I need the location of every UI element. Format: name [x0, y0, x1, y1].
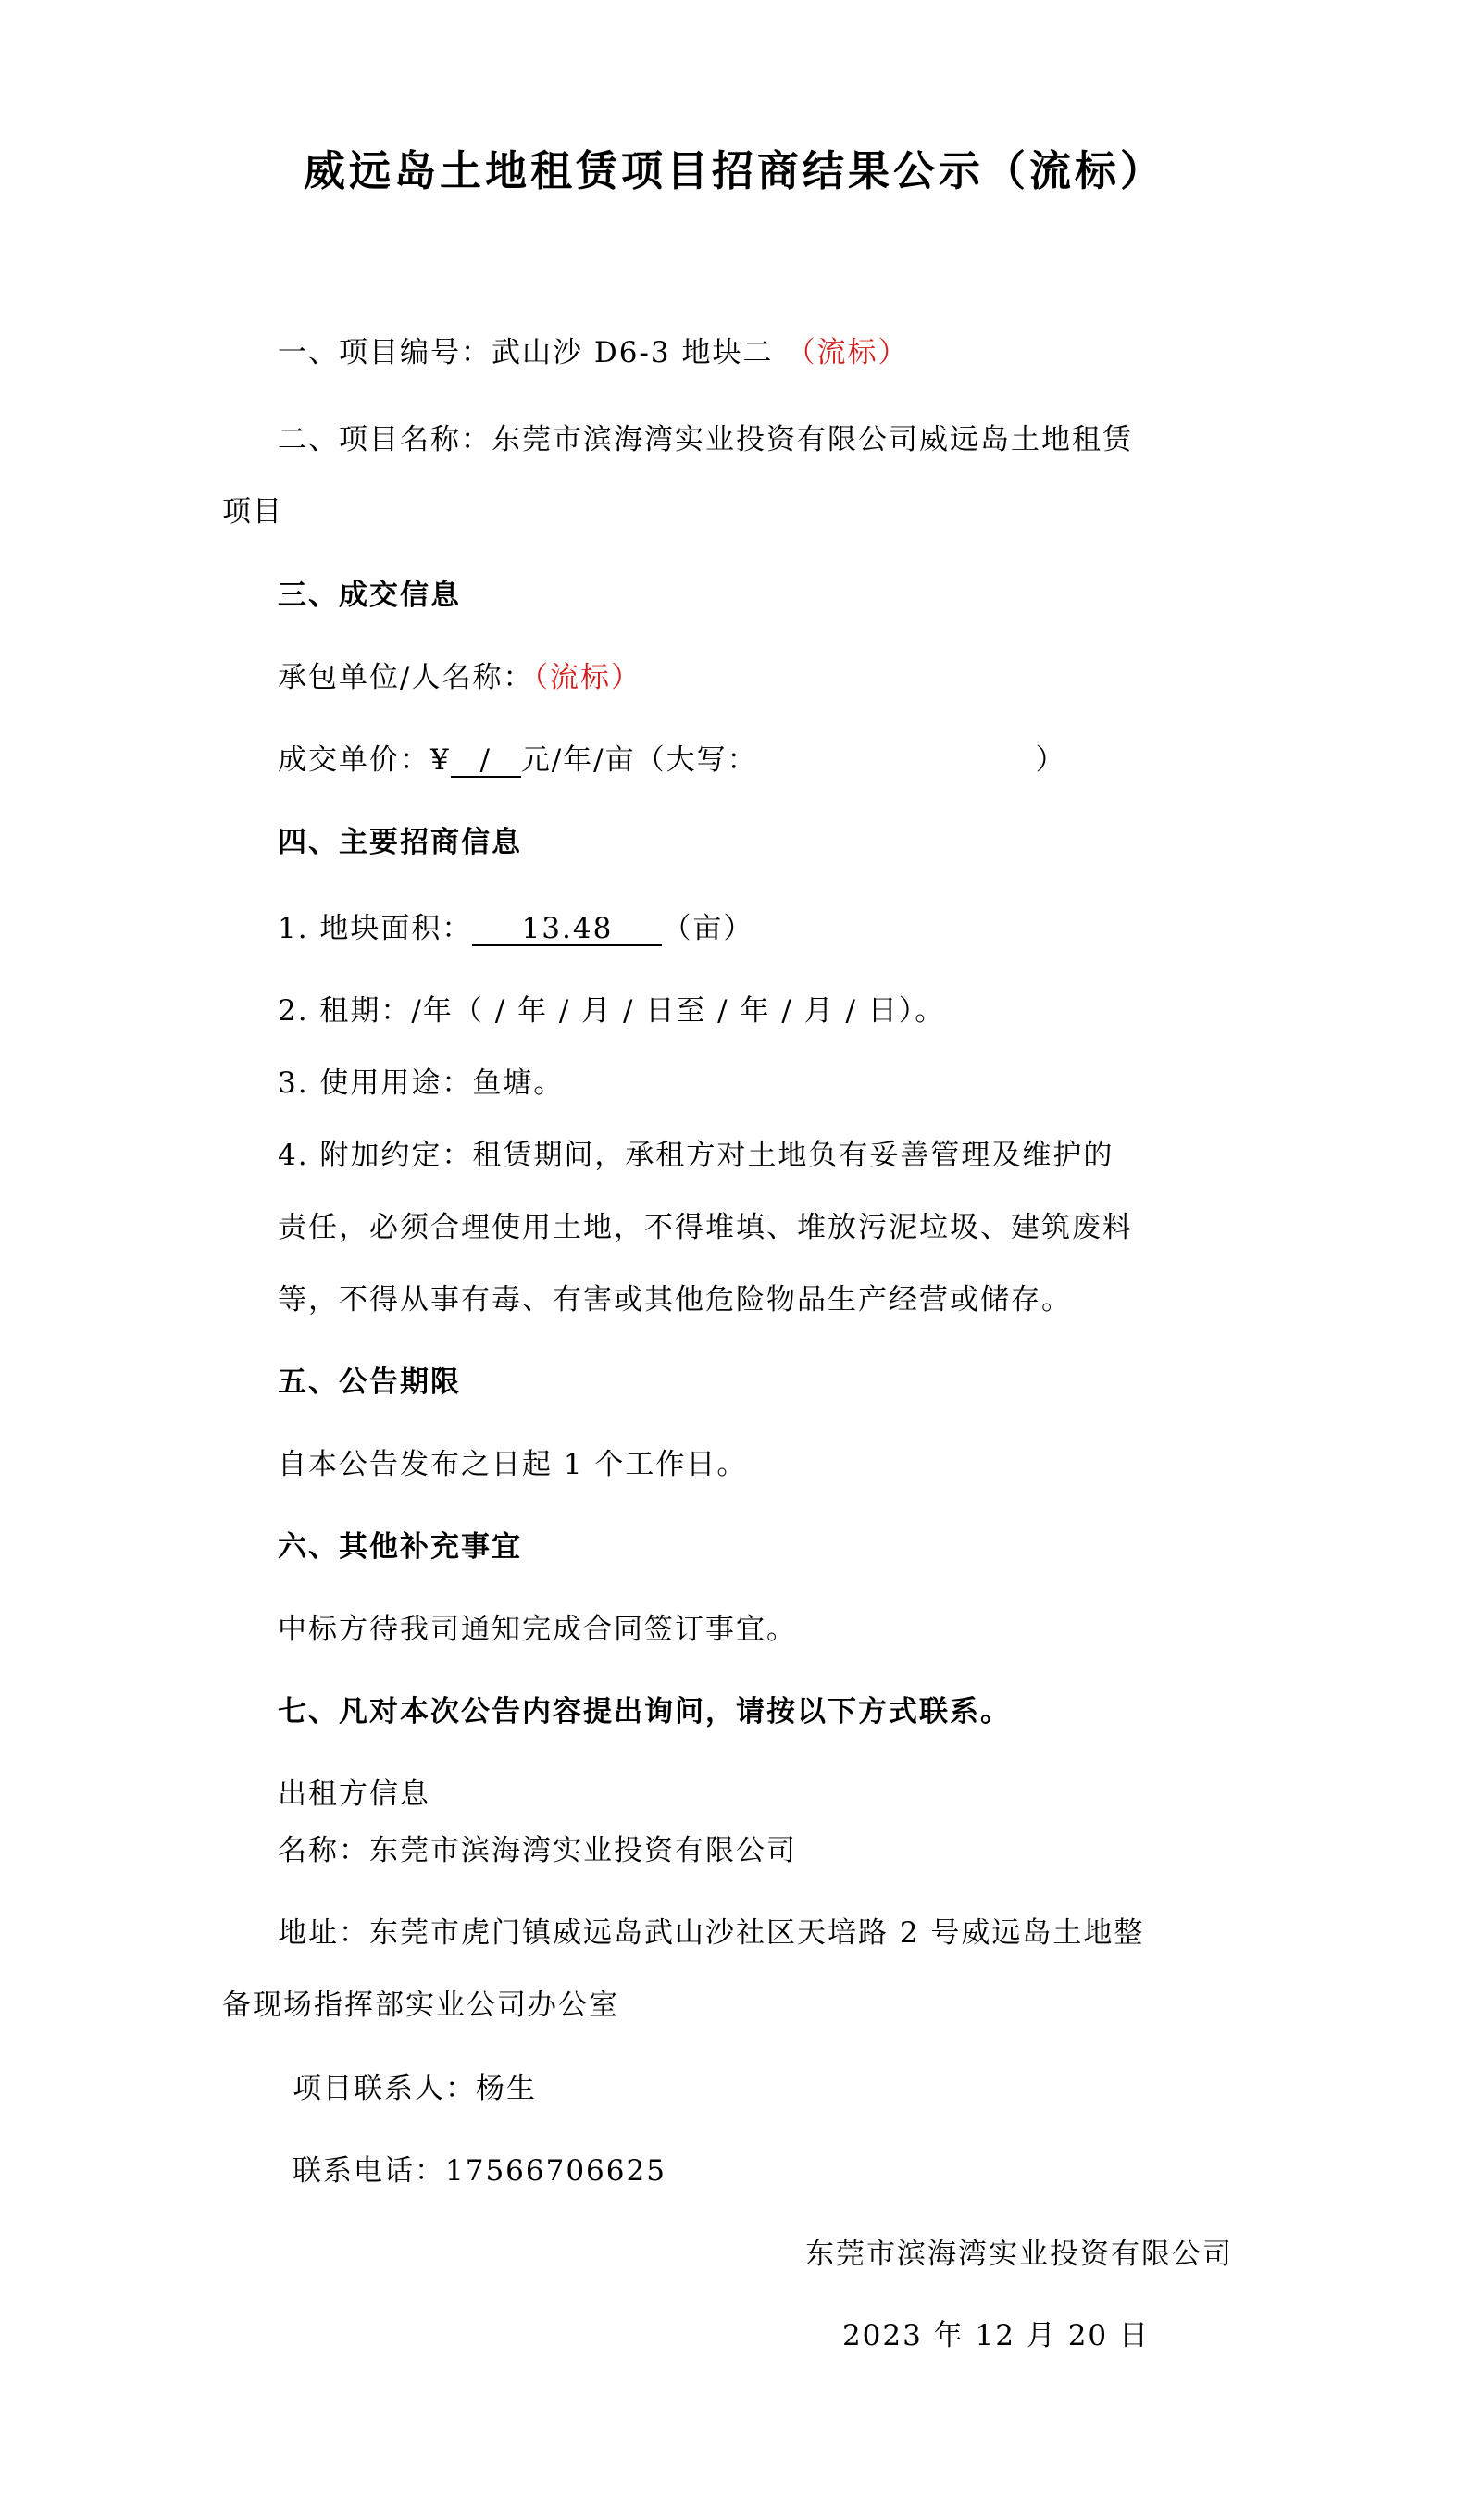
project-name-label: 二、项目名称： [278, 423, 492, 456]
project-number-label: 一、项目编号： [278, 336, 492, 369]
contact-heading: 七、凡对本次公告内容提出询问，请按以下方式联系。 [278, 1695, 1011, 1728]
project-name-value: 东莞市滨海湾实业投资有限公司威远岛土地租赁 [492, 423, 1133, 456]
land-area-label: 1. 地块面积： [278, 912, 473, 945]
land-area-unit: （亩） [662, 912, 754, 945]
contractor-line [278, 659, 641, 696]
deal-price-label: 成交单价：¥ [278, 743, 451, 777]
deal-price-close: ） [1035, 743, 1066, 777]
project-name-continued: 项目 [222, 495, 283, 529]
contact-person: 项目联系人：杨生 [293, 2072, 537, 2105]
project-number-line [278, 334, 908, 371]
contractor-label: 承包单位/人名称： [278, 661, 534, 694]
lease-term-line: 2. 租期：/年（ / 年 / 月 / 日至 / 年 / 月 / 日）。 [278, 994, 946, 1028]
contact-phone: 联系电话：17566706625 [293, 2154, 666, 2188]
notice-period-text: 自本公告发布之日起 1 个工作日。 [278, 1448, 748, 1481]
other-matters-text: 中标方待我司通知完成合同签订事宜。 [278, 1613, 797, 1646]
lessor-name: 名称：东莞市滨海湾实业投资有限公司 [278, 1834, 797, 1867]
notice-period-heading: 五、公告期限 [278, 1366, 461, 1399]
project-number-value: 武山沙 D6-3 地块二 [492, 336, 774, 369]
land-area-line [278, 910, 753, 947]
lessor-address-line-1: 地址：东莞市虎门镇威远岛武山沙社区天培路 2 号威远岛土地整 [278, 1916, 1145, 1950]
deal-price-unit: 元/年/亩（大写： [520, 743, 758, 777]
signature-date: 2023 年 12 月 20 日 [841, 2319, 1150, 2352]
signature-company: 东莞市滨海湾实业投资有限公司 [805, 2238, 1233, 2271]
page-title: 威远岛土地租赁项目招商结果公示（流标） [303, 146, 1165, 195]
additional-terms-line-2: 责任，必须合理使用土地，不得堆填、堆放污泥垃圾、建筑废料 [278, 1211, 1133, 1244]
additional-terms-line-3: 等，不得从事有毒、有害或其他危险物品生产经营或储存。 [278, 1283, 1072, 1316]
lessor-info-heading: 出租方信息 [278, 1778, 430, 1811]
contractor-value: （流标） [533, 661, 641, 694]
additional-terms-line-1: 4. 附加约定：租赁期间，承租方对土地负有妥善管理及维护的 [278, 1139, 1114, 1172]
land-usage-line: 3. 使用用途：鱼塘。 [278, 1067, 565, 1100]
lessor-address-line-2: 备现场指挥部实业公司办公室 [222, 1989, 619, 2022]
deal-info-heading: 三、成交信息 [278, 579, 461, 612]
other-matters-heading: 六、其他补充事宜 [278, 1530, 522, 1564]
project-name-line [278, 421, 1133, 458]
deal-price-value: / [451, 744, 521, 778]
land-area-value: 13.48 [472, 913, 662, 946]
main-info-heading: 四、主要招商信息 [278, 826, 522, 859]
deal-price-line [278, 742, 1066, 779]
project-number-status: （流标） [786, 336, 909, 369]
